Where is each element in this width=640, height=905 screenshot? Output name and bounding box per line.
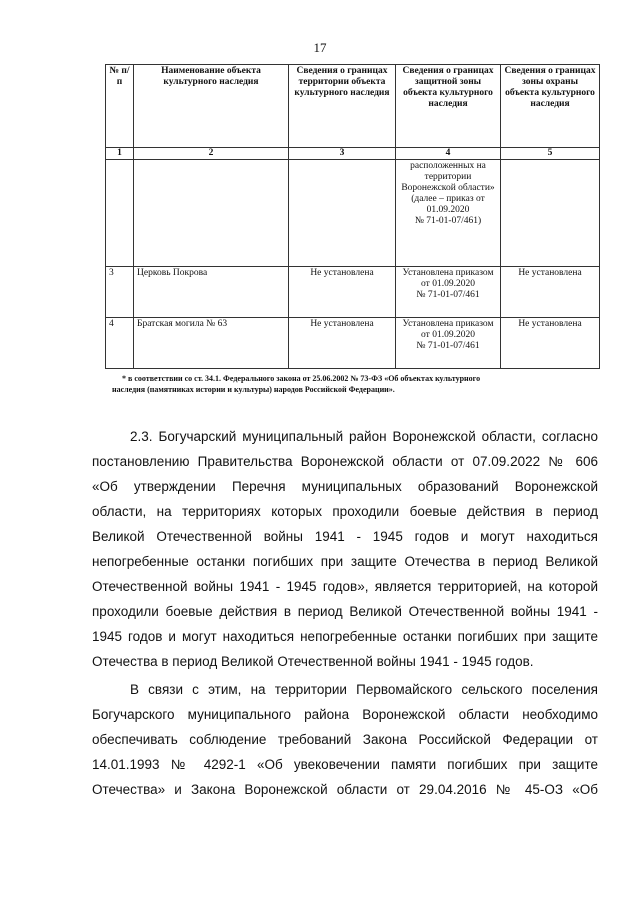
text-line: Отечества в период Великой Отечественной войны 1941 - 1945 годов. — [92, 654, 534, 669]
heritage-objects-table — [105, 64, 600, 369]
table-row — [106, 160, 600, 267]
territory-cell: Не установлена — [289, 267, 396, 318]
text-line: Великой Отечественной войны 1941 - 1945 годов и могут находиться — [92, 529, 598, 544]
protective-zone-cell: Установлена приказом от 01.09.2020 № 71-01-07/461 — [396, 318, 501, 369]
text-line: Отечества» и Закона Воронежской области от 29.04.2016 № 45-ОЗ «Об — [92, 782, 598, 797]
row-number-cell: 3 — [106, 267, 134, 318]
protection-zone-cell: Не установлена — [501, 318, 600, 369]
column-number: 5 — [501, 148, 600, 160]
table-header-row — [106, 65, 600, 148]
header-protective-zone: Сведения о границах защитной зоны объекта культурного наследия — [396, 65, 501, 148]
protective-zone-cell: расположенных на территории Воронежской области» (далее – приказ от 01.09.2020 № 71-01-07/461) — [396, 160, 501, 267]
row-number-cell: 4 — [106, 318, 134, 369]
column-number: 4 — [396, 148, 501, 160]
column-number: 3 — [289, 148, 396, 160]
header-territory: Сведения о границах территории объекта культурного наследия — [289, 65, 396, 148]
column-number: 1 — [106, 148, 134, 160]
object-name-cell — [134, 160, 289, 267]
object-name-cell: Церковь Покрова — [134, 267, 289, 318]
text-line: Отечественной войны 1941 - 1945 годов», является территорией, на которой — [92, 579, 598, 594]
text-line: области, на территориях которых проходили боевые действия в период — [92, 504, 598, 519]
object-name-cell: Братская могила № 63 — [134, 318, 289, 369]
text-line: «Об утверждении Перечня муниципальных образований Воронежской — [92, 479, 598, 494]
territory-cell — [289, 160, 396, 267]
table-row — [106, 267, 600, 318]
table-footnote — [112, 373, 602, 395]
table-row — [106, 318, 600, 369]
text-line: Богучарского муниципального района Воронежской области необходимо — [92, 707, 598, 722]
paragraph-2-3 — [92, 424, 598, 674]
text-line: постановлению Правительства Воронежской области от 07.09.2022 № 606 — [92, 454, 598, 469]
header-number: № п/п — [106, 65, 134, 148]
text-line: 2.3. Богучарский муниципальный район Воронежской области, согласно — [130, 429, 598, 444]
text-line: непогребенные останки погибших при защите Отечества в период Великой — [92, 554, 598, 569]
header-protection-zone: Сведения о границах зоны охраны объекта культурного наследия — [501, 65, 600, 148]
territory-cell: Не установлена — [289, 318, 396, 369]
paragraph-requirements — [92, 677, 598, 802]
column-number: 2 — [134, 148, 289, 160]
text-line: 14.01.1993 № 4292-1 «Об увековечении памяти погибших при защите — [92, 757, 598, 772]
protection-zone-cell — [501, 160, 600, 267]
text-line: 1945 годов и могут находиться непогребенные останки погибших при защите — [92, 629, 598, 644]
footnote-line: наследия (памятниках истории и культуры) народов Российской Федерации». — [112, 385, 395, 394]
text-line: обеспечивать соблюдение требований Закона Российской Федерации от — [92, 732, 598, 747]
text-line: проходили боевые действия в период Великой Отечественной войны 1941 - — [92, 604, 598, 619]
row-number-cell — [106, 160, 134, 267]
page-number: 17 — [313, 40, 327, 55]
header-object-name: Наименование объекта культурного наследия — [134, 65, 289, 148]
footnote-line: * в соответствии со ст. 34.1. Федерального закона от 25.06.2002 № 73-ФЗ «Об объектах культурного — [122, 374, 481, 383]
column-number-row — [106, 148, 600, 160]
protection-zone-cell: Не установлена — [501, 267, 600, 318]
protective-zone-cell: Установлена приказом от 01.09.2020 № 71-01-07/461 — [396, 267, 501, 318]
text-line: В связи с этим, на территории Первомайского сельского поселения — [130, 682, 598, 697]
